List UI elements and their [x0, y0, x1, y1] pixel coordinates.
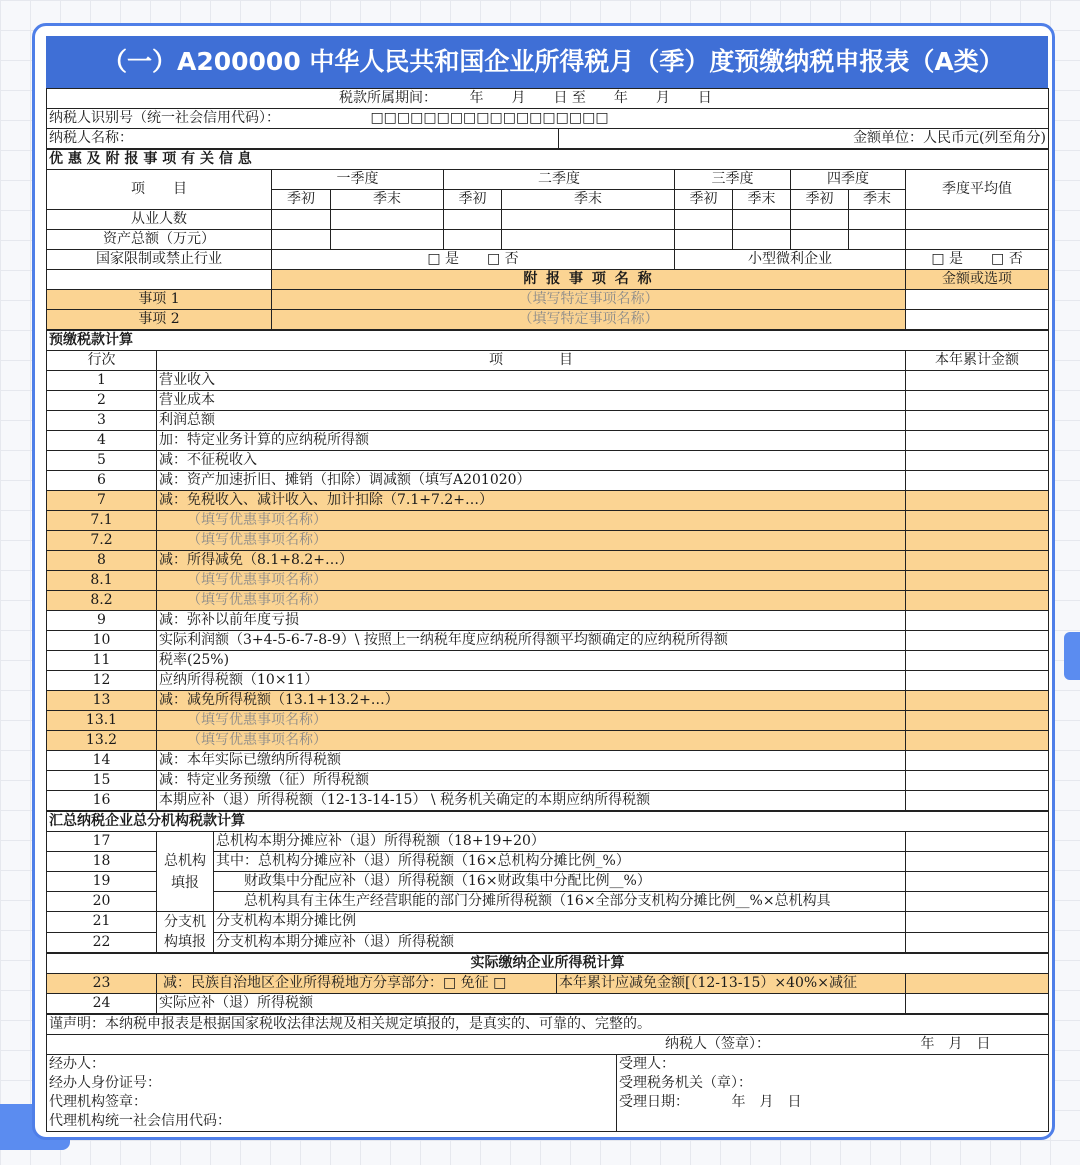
q3-end: 季末 — [733, 190, 791, 210]
calc-row-number: 8 — [47, 551, 157, 571]
calc-row-number: 10 — [47, 631, 157, 651]
declaration: 谨声明：本纳税申报表是根据国家税收法律法规及相关规定填报的，是真实的、可靠的、完整的。 — [47, 1015, 1049, 1035]
receive-date-value: 年 月 日 — [731, 1094, 802, 1110]
row-22-text: 分支机构本期分摊应补（退）所得税额 — [214, 932, 906, 953]
q1-start: 季初 — [272, 190, 331, 210]
small-micro-label: 小型微利企业 — [675, 250, 906, 270]
row-17-amount[interactable] — [906, 832, 1049, 852]
employees-q2-start[interactable] — [444, 210, 502, 230]
form-title: （一）A200000 中华人民共和国企业所得税月（季）度预缴纳税申报表（A类） — [46, 36, 1048, 88]
calc-row-amount[interactable] — [906, 771, 1049, 791]
calc-row-amount[interactable] — [906, 411, 1049, 431]
agent-label[interactable]: 经办人： — [47, 1055, 617, 1075]
calc-row-number: 5 — [47, 451, 157, 471]
calc-row — [47, 631, 1049, 651]
q1-end: 季末 — [331, 190, 444, 210]
row-19-amount[interactable] — [906, 872, 1049, 892]
calc-row-amount[interactable] — [906, 571, 1049, 591]
taxpayer-name-label: 纳税人名称： — [49, 130, 133, 146]
attach-header: 附 报 事 项 名 称 — [272, 270, 906, 290]
row-18-amount[interactable] — [906, 852, 1049, 872]
calc-row-number: 7 — [47, 491, 157, 511]
right-side-tab[interactable] — [1064, 632, 1080, 680]
row-17-number: 17 — [47, 832, 157, 852]
calc-row-placeholder[interactable]: （填写优惠事项名称） — [157, 591, 906, 611]
calc-row-amount[interactable] — [906, 471, 1049, 491]
calc-row-amount[interactable] — [906, 791, 1049, 811]
form-header — [46, 88, 1049, 149]
calc-row — [47, 391, 1049, 411]
calc-row-text: 利润总额 — [157, 411, 906, 431]
section2-title: 预缴税款计算 — [47, 331, 1049, 351]
employees-label: 从业人数 — [47, 210, 272, 230]
declaration-date: 年 月 日 — [920, 1036, 991, 1052]
item-column-header: 项 目 — [157, 351, 906, 371]
calc-row — [47, 531, 1049, 551]
calc-row-text: 减：本年实际已缴纳所得税额 — [157, 751, 906, 771]
calc-row-text: 应纳所得税额（10×11） — [157, 671, 906, 691]
calc-row — [47, 651, 1049, 671]
q4-end: 季末 — [849, 190, 906, 210]
section-preferential-info — [46, 149, 1049, 330]
calc-row-text: 实际利润额（3+4-5-6-7-8-9）\ 按照上一纳税年度应纳税所得额平均额确定的应纳税所得额 — [157, 631, 906, 651]
calc-row-text: 税率(25%) — [157, 651, 906, 671]
employees-avg[interactable] — [906, 210, 1049, 230]
calc-row — [47, 611, 1049, 631]
row-23-text2: 本年累计应减免金额[（12-13-15）×40%×减征 — [557, 974, 906, 994]
calc-row-text: 减：所得减免（8.1+8.2+…） — [157, 551, 906, 571]
calc-row-amount[interactable] — [906, 691, 1049, 711]
section-consolidated-calc — [46, 811, 1049, 953]
row-17-text: 总机构本期分摊应补（退）所得税额（18+19+20） — [214, 832, 906, 852]
calc-row-amount[interactable] — [906, 391, 1049, 411]
taxpayer-id-boxes[interactable]: □□□□□□□□□□□□□□□□□□ — [370, 110, 609, 126]
calc-row-number: 13.1 — [47, 711, 157, 731]
q3-start: 季初 — [675, 190, 733, 210]
calc-row-text: 营业收入 — [157, 371, 906, 391]
assets-q1-start[interactable] — [272, 230, 331, 250]
calc-row-number: 8.1 — [47, 571, 157, 591]
q4-start: 季初 — [791, 190, 849, 210]
calc-row-text: 减：免税收入、减计收入、加计扣除（7.1+7.2+…） — [157, 491, 906, 511]
calc-row — [47, 731, 1049, 751]
quarter-3-header: 三季度 — [675, 170, 791, 190]
q2-end: 季末 — [502, 190, 675, 210]
calc-row-number: 14 — [47, 751, 157, 771]
calc-row — [47, 691, 1049, 711]
receive-blank — [617, 1112, 1049, 1132]
assets-q2-start[interactable] — [444, 230, 502, 250]
calc-row-text: 减：减免所得税额（13.1+13.2+…） — [157, 691, 906, 711]
calc-row-amount[interactable] — [906, 631, 1049, 651]
row-number-header: 行次 — [47, 351, 157, 371]
row-23-amount[interactable] — [906, 974, 1049, 994]
assets-q3-end[interactable] — [733, 230, 791, 250]
calc-row-amount[interactable] — [906, 551, 1049, 571]
row-18-number: 18 — [47, 852, 157, 872]
calc-row-number: 4 — [47, 431, 157, 451]
cumulative-amount-header: 本年累计金额 — [906, 351, 1049, 371]
calc-row-number: 12 — [47, 671, 157, 691]
receiving-office-label[interactable]: 受理税务机关（章）： — [617, 1074, 1049, 1093]
row-24-amount[interactable] — [906, 994, 1049, 1014]
small-micro-checkbox[interactable]: □ 是 □ 否 — [906, 250, 1049, 270]
calc-row — [47, 711, 1049, 731]
section1-title: 优 惠 及 附 报 事 项 有 关 信 息 — [47, 150, 1049, 170]
taxpayer-signature-label[interactable]: 纳税人（签章）： — [665, 1036, 770, 1052]
employees-q1-start[interactable] — [272, 210, 331, 230]
row-24-number: 24 — [47, 994, 157, 1014]
restricted-industry-checkbox[interactable]: □ 是 □ 否 — [272, 250, 675, 270]
row-23-text[interactable]: 减：民族自治地区企业所得税地方分享部分：□ 免征 □ — [157, 974, 557, 994]
attach-item-1-name[interactable]: （填写特定事项名称） — [272, 290, 906, 310]
calc-row-number: 9 — [47, 611, 157, 631]
calc-row-text: 减：弥补以前年度亏损 — [157, 611, 906, 631]
calc-row — [47, 511, 1049, 531]
assets-avg[interactable] — [906, 230, 1049, 250]
quarter-1-header: 一季度 — [272, 170, 444, 190]
calc-row — [47, 771, 1049, 791]
calc-row — [47, 411, 1049, 431]
calc-row-placeholder[interactable]: （填写优惠事项名称） — [157, 571, 906, 591]
row-22-amount[interactable] — [906, 932, 1049, 953]
calc-row-placeholder[interactable]: （填写优惠事项名称） — [157, 531, 906, 551]
receiver-label[interactable]: 受理人： — [617, 1055, 1049, 1075]
calc-row-number: 7.2 — [47, 531, 157, 551]
calc-row — [47, 471, 1049, 491]
calc-row-text: 营业成本 — [157, 391, 906, 411]
item-header: 项 目 — [47, 170, 272, 210]
attach-item-1-label: 事项 1 — [47, 290, 272, 310]
calc-row-text: 本期应补（退）所得税额（12-13-14-15） \ 税务机关确定的本期应纳所得税额 — [157, 791, 906, 811]
amount-option-header: 金额或选项 — [906, 270, 1049, 290]
calc-row — [47, 371, 1049, 391]
calc-row-amount[interactable] — [906, 451, 1049, 471]
row-22-number: 22 — [47, 932, 157, 953]
calc-row-number: 13.2 — [47, 731, 157, 751]
calc-row-amount[interactable] — [906, 731, 1049, 751]
section4-title: 实际缴纳企业所得税计算 — [47, 954, 1049, 974]
calc-row — [47, 791, 1049, 811]
row-20-number: 20 — [47, 892, 157, 912]
calc-row-amount[interactable] — [906, 371, 1049, 391]
attach-item-2-name[interactable]: （填写特定事项名称） — [272, 310, 906, 330]
row-19-text: 财政集中分配应补（退）所得税额（16×财政集中分配比例__%） — [214, 872, 906, 892]
q2-start: 季初 — [444, 190, 502, 210]
row-21-number: 21 — [47, 912, 157, 933]
agency-code-label[interactable]: 代理机构统一社会信用代码： — [47, 1112, 617, 1132]
attach-item-2-label: 事项 2 — [47, 310, 272, 330]
quarter-4-header: 四季度 — [791, 170, 906, 190]
calc-row — [47, 551, 1049, 571]
attach-item-1-amount[interactable] — [906, 290, 1049, 310]
employees-q4-end[interactable] — [849, 210, 906, 230]
employees-row — [47, 210, 1049, 230]
attach-blank-cell — [47, 270, 272, 290]
calc-row — [47, 491, 1049, 511]
attach-item-2-amount[interactable] — [906, 310, 1049, 330]
calc-row-amount[interactable] — [906, 431, 1049, 451]
restricted-industry-label: 国家限制或禁止行业 — [47, 250, 272, 270]
row-21-text: 分支机构本期分摊比例 — [214, 912, 906, 933]
calc-row-number: 8.2 — [47, 591, 157, 611]
row-18-text: 其中：总机构分摊应补（退）所得税额（16×总机构分摊比例_%） — [214, 852, 906, 872]
calc-row-amount[interactable] — [906, 711, 1049, 731]
calc-row-placeholder[interactable]: （填写优惠事项名称） — [157, 511, 906, 531]
calc-row-amount[interactable] — [906, 511, 1049, 531]
taxpayer-id-label: 纳税人识别号（统一社会信用代码）： — [49, 110, 280, 126]
calc-row — [47, 671, 1049, 691]
calc-row-placeholder[interactable]: （填写优惠事项名称） — [157, 711, 906, 731]
employees-q4-start[interactable] — [791, 210, 849, 230]
avg-header: 季度平均值 — [906, 170, 1049, 210]
calc-row — [47, 571, 1049, 591]
calc-row-amount[interactable] — [906, 491, 1049, 511]
row-20-text: 总机构具有主体生产经营职能的部门分摊所得税额（16×全部分支机构分摊比例__%×总机构具 — [214, 892, 906, 912]
calc-row-number: 16 — [47, 791, 157, 811]
calc-row-number: 11 — [47, 651, 157, 671]
period-value[interactable]: 年 月 日 至 年 月 日 — [469, 90, 712, 106]
receive-date-label[interactable]: 受理日期： — [619, 1094, 689, 1110]
calc-row-number: 6 — [47, 471, 157, 491]
section-actual-payment — [46, 953, 1049, 1014]
calc-row-number: 3 — [47, 411, 157, 431]
section-prepayment-calc — [46, 330, 1049, 811]
assets-row — [47, 230, 1049, 250]
employees-q1-end[interactable] — [331, 210, 444, 230]
calc-row-number: 7.1 — [47, 511, 157, 531]
row-21-amount[interactable] — [906, 912, 1049, 933]
assets-q2-end[interactable] — [502, 230, 675, 250]
assets-q4-start[interactable] — [791, 230, 849, 250]
row-20-amount[interactable] — [906, 892, 1049, 912]
calc-row-text: 减：资产加速折旧、摊销（扣除）调减额（填写A201020） — [157, 471, 906, 491]
section3-title: 汇总纳税企业总分机构税款计算 — [47, 812, 1049, 832]
tax-form — [46, 36, 1048, 1132]
period-label: 税款所属期间： — [339, 90, 437, 106]
calc-row-number: 13 — [47, 691, 157, 711]
calc-row — [47, 451, 1049, 471]
row-24-text: 实际应补（退）所得税额 — [157, 994, 906, 1014]
quarter-2-header: 二季度 — [444, 170, 675, 190]
form-footer — [46, 1014, 1049, 1132]
hq-fill-label: 总机构填报 — [157, 832, 214, 912]
calc-row-text: 减：不征税收入 — [157, 451, 906, 471]
row-19-number: 19 — [47, 872, 157, 892]
calc-row-amount[interactable] — [906, 651, 1049, 671]
row-23-number: 23 — [47, 974, 157, 994]
calc-row-text: 加：特定业务计算的应纳税所得额 — [157, 431, 906, 451]
employees-q2-end[interactable] — [502, 210, 675, 230]
taxpayer-name-cell[interactable] — [47, 129, 559, 149]
calc-row-amount[interactable] — [906, 751, 1049, 771]
assets-label: 资产总额（万元） — [47, 230, 272, 250]
employees-q3-end[interactable] — [733, 210, 791, 230]
calc-row-amount[interactable] — [906, 591, 1049, 611]
assets-q1-end[interactable] — [331, 230, 444, 250]
calc-row — [47, 591, 1049, 611]
calc-row-amount[interactable] — [906, 671, 1049, 691]
calc-row-number: 2 — [47, 391, 157, 411]
calc-row — [47, 431, 1049, 451]
calc-row-amount[interactable] — [906, 611, 1049, 631]
employees-q3-start[interactable] — [675, 210, 733, 230]
calc-row-number: 15 — [47, 771, 157, 791]
agent-id-label[interactable]: 经办人身份证号： — [47, 1074, 617, 1093]
assets-q4-end[interactable] — [849, 230, 906, 250]
calc-row-number: 1 — [47, 371, 157, 391]
amount-unit: 金额单位：人民币元(列至角分) — [559, 129, 1049, 149]
calc-row-placeholder[interactable]: （填写优惠事项名称） — [157, 731, 906, 751]
branch-fill-label: 分支机构填报 — [157, 912, 214, 953]
calc-row — [47, 751, 1049, 771]
assets-q3-start[interactable] — [675, 230, 733, 250]
calc-row-amount[interactable] — [906, 531, 1049, 551]
agency-seal-label[interactable]: 代理机构签章： — [47, 1093, 617, 1112]
calc-row-text: 减：特定业务预缴（征）所得税额 — [157, 771, 906, 791]
